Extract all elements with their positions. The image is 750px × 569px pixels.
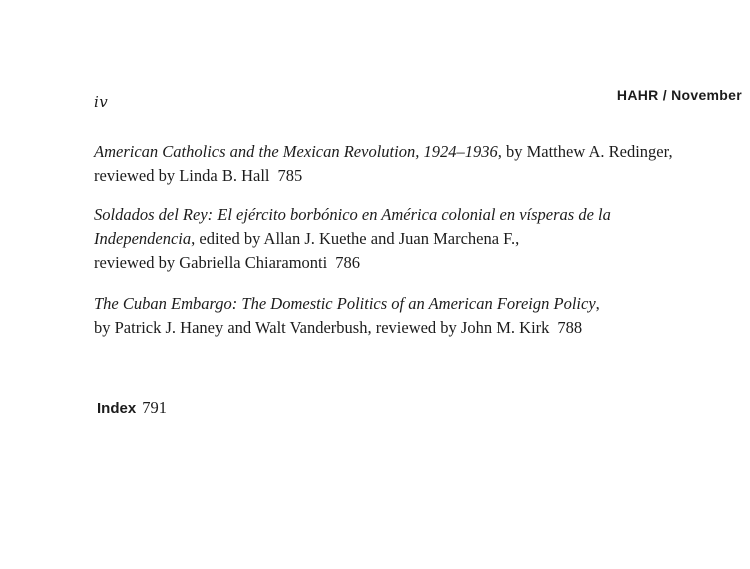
book-title-continued: Independencia — [94, 229, 192, 248]
entry-line — [94, 164, 673, 188]
index-page-number: 791 — [142, 398, 167, 417]
entry-line — [94, 316, 600, 340]
entry-line — [94, 203, 611, 227]
entry-line — [94, 292, 600, 316]
entry-page-number: 786 — [335, 253, 360, 272]
entry-text: , edited by Allan J. Kuethe and Juan Marchena F., — [191, 229, 520, 248]
running-head: HAHR / November — [616, 87, 742, 103]
index-entry — [97, 398, 167, 418]
book-title: The Cuban Embargo: The Domestic Politics of an American Foreign Policy — [94, 294, 596, 313]
toc-entry-american-catholics — [94, 140, 673, 188]
entry-text: , — [595, 294, 600, 313]
entry-page-number: 788 — [557, 318, 583, 337]
reviewer-text: reviewed by Linda B. Hall — [94, 166, 270, 185]
toc-entry-cuban-embargo — [94, 292, 600, 340]
book-title: Soldados del Rey: El ejército borbónico en América colonial en vísperas de la — [94, 205, 611, 224]
book-title: American Catholics and the Mexican Revolution, 1924–1936 — [94, 142, 498, 161]
entry-line — [94, 140, 673, 164]
reviewer-text: by Patrick J. Haney and Walt Vanderbush, reviewed by John M. Kirk — [94, 318, 550, 337]
entry-line — [94, 227, 611, 251]
reviewer-text: reviewed by Gabriella Chiaramonti — [94, 253, 328, 272]
entry-page-number: 785 — [277, 166, 303, 185]
index-label: Index — [97, 400, 137, 417]
page-number: iv — [94, 93, 109, 111]
entry-line — [94, 251, 611, 275]
toc-entry-soldados-del-rey — [94, 203, 611, 275]
entry-text: , by Matthew A. Redinger, — [497, 142, 673, 161]
